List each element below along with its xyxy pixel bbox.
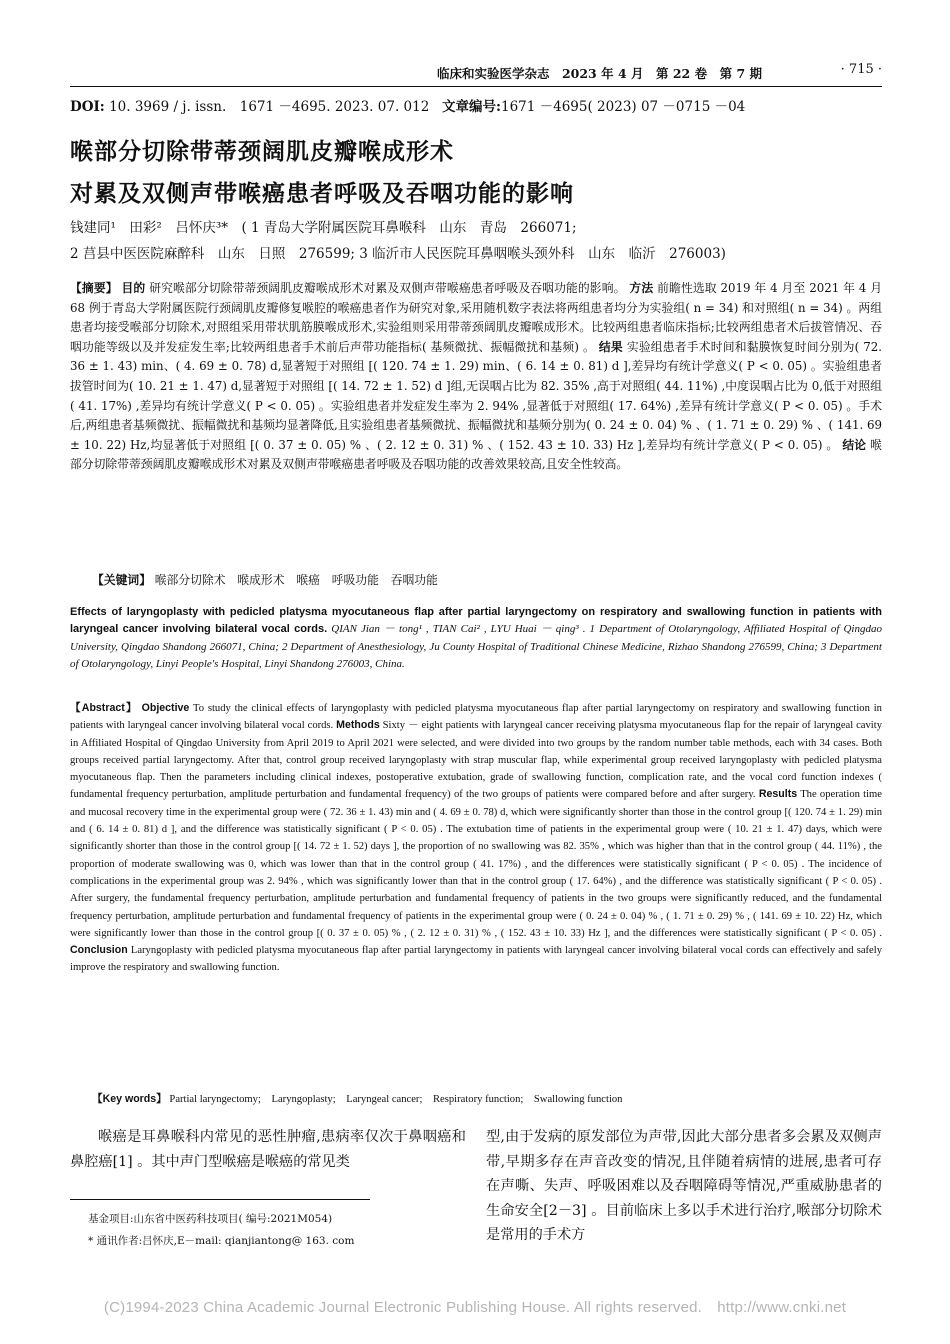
objective-cn: 研究喉部分切除带蒂颈阔肌皮瓣喉成形术对累及双侧声带喉癌患者呼吸及吞咽功能的影响。 — [149, 281, 626, 295]
results-cn-label: 结果 — [598, 339, 623, 354]
keywords-en-label: 【Key words】 — [92, 1093, 167, 1105]
page-number: · 715 · — [840, 62, 882, 77]
article-number-label: 文章编号: — [442, 99, 501, 115]
footnote-fund: 基金项目:山东省中医药科技项目( 编号:2021M054) — [88, 1213, 333, 1225]
english-authors: QIAN Jian － tong¹ , TIAN Cai² , LYU Huai － qing³ . 1 Department of Otolaryngology, Affiliated Hospital of Qingdao University, Qingdao Shandong 266071, China; 2 Department of Anesthesiology, Ju County Hospital of Traditional Chinese Medicine, Rizhao Shandong 276599, China; 3 Department of Otolaryngology, Linyi People's Hospital, Linyi Shandong 276003, China. — [70, 623, 882, 671]
running-header — [70, 64, 882, 88]
header-rule — [70, 86, 882, 87]
abstract-cn-label: 【摘要】 — [70, 281, 118, 295]
objective-en: To study the clinical effects of laryngoplasty with pedicled platysma myocutaneous flap after partial laryngectomy on respiratory and swallowing function in patients with laryngeal cancer involving bilateral vocal cords. — [70, 703, 882, 732]
abstract-en-label: 【Abstract】 — [70, 702, 138, 714]
footnote-rule — [70, 1199, 370, 1200]
body-right-paragraph: 型,由于发病的原发部位为声带,因此大部分患者多会累及双侧声带,早期多存在声音改变的情况,且伴随着病情的进展,患者可存在声嘶、失声、呼吸困难以及吞咽障碍等情况,严重威胁患者的生命安全[2－3] 。目前临床上多以手术进行治疗,喉部分切除术是常用的手术方 — [486, 1129, 882, 1244]
body-right-column — [486, 1125, 882, 1248]
methods-en-label: Methods — [336, 719, 380, 732]
keywords-en — [92, 1091, 882, 1106]
copyright-watermark: (C)1994-2023 China Academic Journal Electronic Publishing House. All rights reserved. http://www.cnki.net — [103, 1299, 847, 1316]
doi-value: 10. 3969 / j. issn. 1671 －4695. 2023. 07. 012 — [109, 99, 430, 115]
objective-en-label: Objective — [141, 702, 190, 714]
english-title: Effects of laryngoplasty with pedicled platysma myocutaneous flap after partial laryngectomy on respiratory and swallowing function in patients with laryngeal cancer involving bilateral vocal cords. — [70, 606, 882, 636]
authors-line-1: 钱建同¹ 田彩² 吕怀庆³* ( 1 青岛大学附属医院耳鼻喉科 山东 青岛 266071; — [70, 220, 577, 236]
journal-issue: 临床和实验医学杂志 2023 年 4 月 第 22 卷 第 7 期 — [436, 66, 762, 81]
conclusion-en: Laryngoplasty with pedicled platysma myocutaneous flap after partial laryngectomy in patients with laryngeal cancer involving bilateral vocal cords can effectively and safely improve the respiratory and swallowing function. — [70, 945, 882, 974]
results-cn: 实验组患者手术时间和黏膜恢复时间分别为( 72. 36 ± 1. 43) min、( 4. 69 ± 0. 78) d,显著短于对照组 [( 120. 74 ± 1. 29) min、( 6. 14 ± 0. 81) d ],差异均有统计学意义( P < 0. 05) 。实验组患者拔管时间为( 10. 21 ± 1. 47) d,显著短于对照组 [( 14. 72 ± 1. 52) d ]组,无误咽占比为 82. 35% ,高于对照组( 44. 11%) ,中度误咽占比为 0,低于对照组( 41. 17%) ,差异均有统计学意义( P < 0. 05) 。实验组患者并发症发生率为 2. 94% ,显著低于对照组( 17. 64%) ,差异有统计学意义( P < 0. 05) 。手术后,两组患者基频微扰、振幅微扰和基频均显著降低,且实验组患者基频微扰、振幅微扰和基频分别为( 0. 24 ± 0. 04) % 、( 1. 71 ± 0. 29) % 、( 141. 69 ± 10. 22) Hz,均显著低于对照组 [( 0. 37 ± 0. 05) % 、( 2. 12 ± 0. 31) % 、( 152. 43 ± 10. 33) Hz ],差异均有统计学意义( P < 0. 05) 。 — [70, 339, 882, 452]
keywords-en-items: Partial laryngectomy; Laryngoplasty; Laryngeal cancer; Respiratory function; Swallowing function — [169, 1094, 623, 1105]
keywords-cn-items: 喉部分切除术 喉成形术 喉癌 呼吸功能 吞咽功能 — [154, 573, 438, 587]
footnote-corresponding: * 通讯作者:吕怀庆,E－mail: qianjiantong@ 163. com — [88, 1235, 355, 1247]
article-number-value: 1671 －4695( 2023) 07 －0715 －04 — [500, 99, 746, 115]
english-title-block — [70, 604, 882, 674]
conclusion-en-label: Conclusion — [70, 944, 128, 957]
body-left-column — [70, 1125, 466, 1174]
methods-en: Sixty － eight patients with laryngeal cancer receiving platysma myocutaneous flap for the repair of laryngeal cavity in Affiliated Hospital of Qingdao University from April 2019 to April 2021 were selected, and were divided into two groups by the random number table methods, each with 34 cases. Both groups received partial laryngectomy. After that, control group received laryngoplasty with strap muscular flap, while experimental group received laryngoplasty with pedicled platysma myocutaneous flap. Then the parameters including clinical indexes, postoperative extubation, grade of swallowing function, complication rate, and the vocal cord function indexes ( fundamental frequency perturbation, amplitude perturbation and fundamental frequency) of the two groups of patients were compared before and after surgery. — [70, 720, 882, 801]
methods-cn-label: 方法 — [629, 281, 654, 295]
abstract-cn — [70, 279, 882, 475]
keywords-cn-label: 【关键词】 — [92, 573, 151, 587]
keywords-cn — [92, 571, 882, 588]
results-en: The operation time and mucosal recovery time in the experimental group were ( 72. 36 ± 1. 43) min and ( 4. 69 ± 0. 78) d, which were significantly shorter than those in the control group [( 120. 74 ± 1. 29) min and ( 6. 14 ± 0. 81) d ], and the difference was statistically significant ( P < 0. 05) . The extubation time of patients in the experimental group were ( 10. 21 ± 1. 47) days, which were significantly shorter than those in the control group [( 14. 72 ± 1. 52) days ], the proportion of no swallowing was 82. 35% , which was higher than that in the control group ( 44. 11%) , the proportion of moderate swallowing was 0, which was lower than that in the control group ( 41. 17%) , and the differences were statistically significant ( P < 0. 05) . The incidence of complications in the experimental group was 2. 94% , which was significantly lower than that in the control group ( 17. 64%) , and the difference was statistically significant ( P < 0. 05) . After surgery, the fundamental frequency perturbation, amplitude perturbation and fundamental frequency of patients in the two groups were significantly reduced, and the fundamental frequency perturbation, amplitude perturbation and fundamental frequency of patients in the experimental group were ( 0. 24 ± 0. 04) % , ( 1. 71 ± 0. 29) % , ( 141. 69 ± 10. 22) Hz, which were significantly lower than those in the control group [( 0. 37 ± 0. 05) % , ( 2. 12 ± 0. 31) % , ( 152. 43 ± 10. 33) Hz ], and the differences were statistically significant ( P < 0. 05) . — [70, 789, 882, 939]
conclusion-cn-label: 结论 — [842, 437, 867, 452]
conclusion-cn: 喉部分切除带蒂颈阔肌皮瓣喉成形术对累及双侧声带喉癌患者呼吸及吞咽功能的改善效果较高,且安全性较高。 — [70, 437, 882, 472]
authors-line-2: 2 莒县中医医院麻醉科 山东 日照 276599; 3 临沂市人民医院耳鼻咽喉头颈外科 山东 临沂 276003) — [70, 246, 726, 262]
body-left-paragraph: 喉癌是耳鼻喉科内常见的恶性肿瘤,患病率仅次于鼻咽癌和鼻腔癌[1] 。其中声门型喉癌是喉癌的常见类 — [70, 1129, 466, 1170]
objective-cn-label: 目的 — [121, 281, 146, 295]
title-line-2: 对累及双侧声带喉癌患者呼吸及吞咽功能的影响 — [70, 181, 574, 207]
doi-label: DOI: — [70, 99, 105, 115]
abstract-en — [70, 700, 882, 977]
methods-cn: 前瞻性选取 2019 年 4 月至 2021 年 4 月 68 例于青岛大学附属医院行颈阔肌皮瓣修复喉腔的喉癌患者作为研究对象,采用随机数字表法将两组患者均分为实验组( n = 34) 和对照组( n = 34) 。两组患者均接受喉部分切除术,对照组采用带状肌筋膜喉成形术,实验组则采用带蒂颈阔肌皮瓣喉成形术。比较两组患者临床指标;比较两组患者术后拔管情况、吞咽功能等级以及并发症发生率;比较两组患者手术前后声带功能指标( 基频微扰、振幅微扰和基频) 。 — [70, 281, 883, 354]
title-line-1: 喉部分切除带蒂颈阔肌皮瓣喉成形术 — [70, 139, 454, 165]
results-en-label: Results — [758, 788, 798, 801]
